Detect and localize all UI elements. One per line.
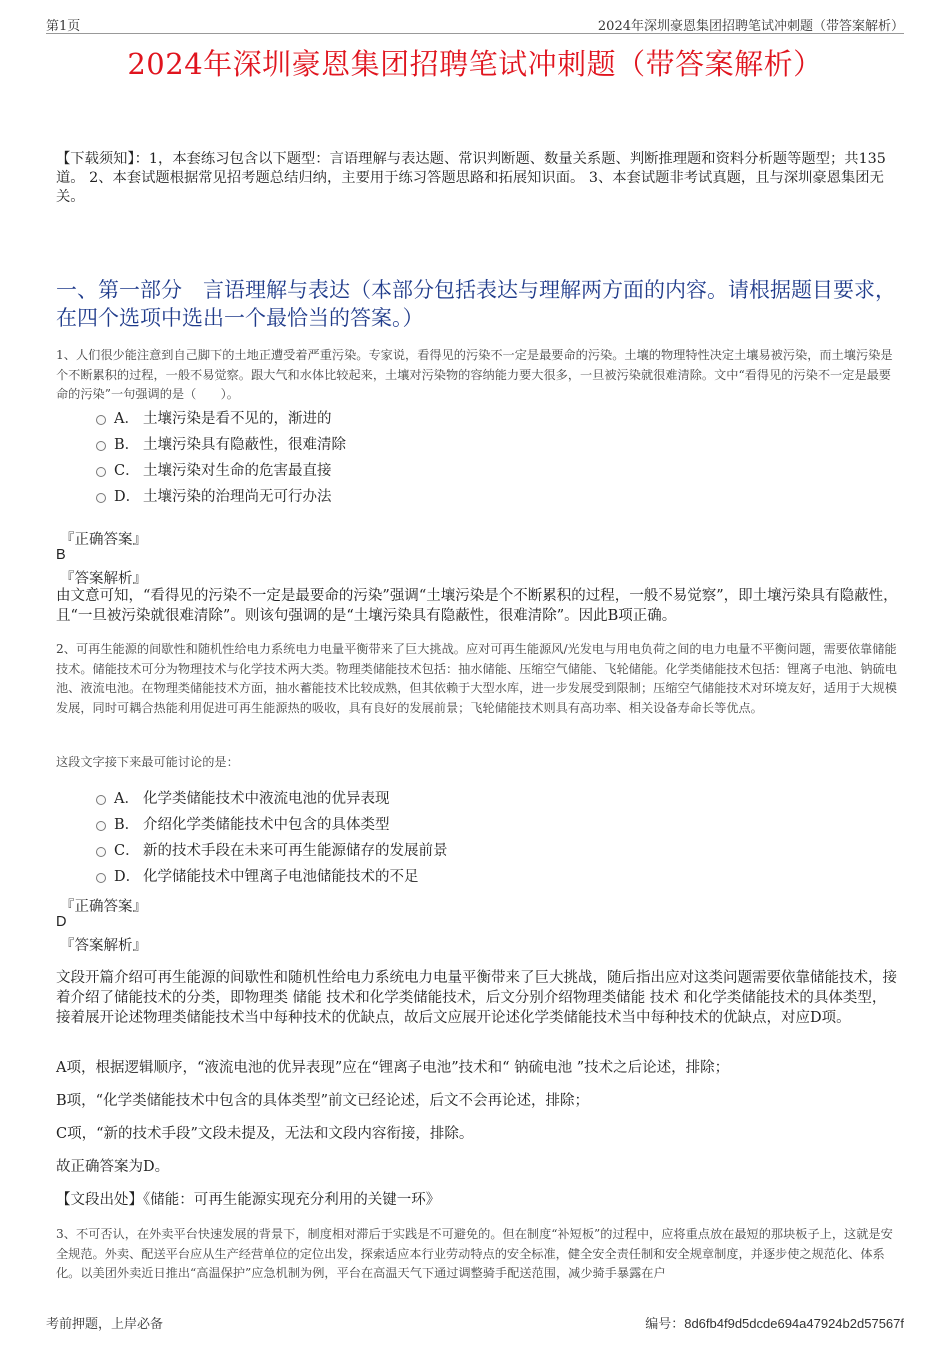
option-text: 化学储能技术中锂离子电池储能技术的不足 bbox=[143, 869, 419, 885]
q2-answer: D bbox=[56, 914, 67, 930]
option-key: A． bbox=[114, 791, 139, 807]
q2-question: 这段文字接下来最可能讨论的是： bbox=[56, 755, 239, 769]
option-key: B． bbox=[114, 437, 140, 453]
radio-icon[interactable] bbox=[96, 415, 106, 425]
q3-stem: 3、不可否认，在外卖平台快速发展的背景下，制度相对滞后于实践是不可避免的。但在制度“补短板”的过程中，应将重点放在最短的那块板子上，这就是安全规范。外卖、配送平台应从生产经营单位的定位出发，探索适应本行业劳动特点的安全标准，健全安全责任制和安全规章制度，并逐步使之规范化、体系化。以美团外卖近日推出“高温保护”应急机制为例，平台在高温天气下通过调整骑手配送范围，减少骑手暴露在户 bbox=[56, 1227, 893, 1280]
q1-answer: B bbox=[56, 547, 66, 563]
page-header bbox=[46, 14, 904, 34]
option-text: 化学类储能技术中液流电池的优异表现 bbox=[143, 791, 390, 807]
option-text: 土壤污染是看不见的，渐进的 bbox=[143, 411, 332, 427]
option-text: 土壤污染具有隐蔽性，很难清除 bbox=[143, 437, 346, 453]
option-key: A． bbox=[114, 411, 139, 427]
footer-slogan: 考前押题，上岸必备 bbox=[46, 1317, 164, 1332]
document-title: 2024年深圳豪恩集团招聘笔试冲刺题（带答案解析） bbox=[127, 47, 823, 81]
q2-source: 【文段出处】《储能：可再生能源实现充分利用的关键一环》 bbox=[56, 1192, 441, 1208]
option-key: D． bbox=[114, 489, 141, 505]
q2-analysis-p3: B项，“化学类储能技术中包含的具体类型”前文已经论述，后文不会再论述，排除； bbox=[56, 1093, 589, 1109]
option-key: B． bbox=[114, 817, 140, 833]
radio-icon[interactable] bbox=[96, 467, 106, 477]
footer-code-value: 8d6fb4f9d5dcde694a47924b2d57567f bbox=[684, 1316, 904, 1331]
option-text: 土壤污染对生命的危害最直接 bbox=[143, 463, 332, 479]
q1-analysis: 由文意可知，“看得见的污染不一定是最要命的污染”强调“土壤污染是个不断累积的过程，一般不易觉察”，即土壤污染具有隐蔽性，且“一旦被污染就很难清除”。则该句强调的是“土壤污染具有隐蔽性，很难清除”。因此B项正确。 bbox=[56, 588, 898, 624]
page-number: 第1页 bbox=[46, 19, 81, 34]
q2-analysis-p1: 文段开篇介绍可再生能源的间歇性和随机性给电力系统电力电量平衡带来了巨大挑战，随后指出应对这类问题需要依靠储能技术，接着介绍了储能技术的分类，即物理类 储能 技术和化学类储能技术，后文分别介绍物理类储能 技术 和化学类储能技术的具体类型，接着展开论述物理类储能技术当中每种技术的优缺点，故后文应展开论述化学类储能技术当中每种技术的优缺点，对应D项。 bbox=[56, 970, 897, 1026]
footer-code-label: 编号： bbox=[645, 1317, 685, 1332]
download-notice: 【下载须知】：1，本套练习包含以下题型：言语理解与表达题、常识判断题、数量关系题、判断推理题和资料分析题等题型；共135道。 2、本套试题根据常见招考题总结归纳，主要用于练习答题思路和拓展知识面。 3、本套试题非考试真题，且与深圳豪恩集团无关。 bbox=[56, 151, 886, 205]
option-key: D． bbox=[114, 869, 141, 885]
radio-icon[interactable] bbox=[96, 873, 106, 883]
q1-answer-label: 『正确答案』 bbox=[60, 532, 147, 548]
radio-icon[interactable] bbox=[96, 821, 106, 831]
q1-analysis-label: 『答案解析』 bbox=[60, 571, 147, 587]
header-doc-title: 2024年深圳豪恩集团招聘笔试冲刺题（带答案解析） bbox=[597, 19, 904, 34]
option-text: 介绍化学类储能技术中包含的具体类型 bbox=[143, 817, 390, 833]
q2-analysis-p2: A项，根据逻辑顺序，“液流电池的优异表现”应在“锂离子电池”技术和“ 钠硫电池 ”技术之后论述，排除； bbox=[56, 1060, 730, 1076]
option-key: C． bbox=[114, 843, 140, 859]
q2-stem: 2、可再生能源的间歇性和随机性给电力系统电力电量平衡带来了巨大挑战。应对可再生能源风/光发电与用电负荷之间的电力电量不平衡问题，需要依靠储能技术。储能技术可分为物理技术与化学技术两大类。物理类储能技术包括：抽水储能、压缩空气储能、飞轮储能。化学类储能技术包括：锂离子电池、钠硫电池、液流电池。在物理类储能技术方面，抽水蓄能技术比较成熟，但其依赖于大型水库，进一步发展受到限制；压缩空气储能技术对环境友好，适用于大规模发展，同时可耦合热能利用促进可再生能源热的吸收，具有良好的发展前景；飞轮储能技术则具有高功率、相关设备寿命长等优点。 bbox=[56, 642, 897, 715]
radio-icon[interactable] bbox=[96, 493, 106, 503]
radio-icon[interactable] bbox=[96, 441, 106, 451]
q2-analysis-label: 『答案解析』 bbox=[60, 938, 147, 954]
radio-icon[interactable] bbox=[96, 795, 106, 805]
option-text: 新的技术手段在未来可再生能源储存的发展前景 bbox=[143, 843, 448, 859]
q2-answer-label: 『正确答案』 bbox=[60, 899, 147, 915]
q2-analysis-p5: 故正确答案为D。 bbox=[56, 1159, 170, 1175]
radio-icon[interactable] bbox=[96, 847, 106, 857]
section-title: 一、第一部分 言语理解与表达（本部分包括表达与理解两方面的内容。请根据题目要求，在四个选项中选出一个最恰当的答案。） bbox=[56, 278, 896, 330]
option-text: 土壤污染的治理尚无可行办法 bbox=[143, 489, 332, 505]
q2-analysis-p4: C项，“新的技术手段”文段未提及，无法和文段内容衔接，排除。 bbox=[56, 1126, 474, 1142]
q1-stem: 1、人们很少能注意到自己脚下的土地正遭受着严重污染。专家说，看得见的污染不一定是最要命的污染。土壤的物理特性决定土壤易被污染，而土壤污染是个不断累积的过程，一般不易觉察。跟大气和水体比较起来，土壤对污染物的容纳能力要大很多，一旦被污染就很难清除。文中“看得见的污染不一定是最要命的污染”一句强调的是（ ）。 bbox=[56, 348, 893, 401]
option-key: C． bbox=[114, 463, 140, 479]
footer-code bbox=[645, 1313, 904, 1332]
